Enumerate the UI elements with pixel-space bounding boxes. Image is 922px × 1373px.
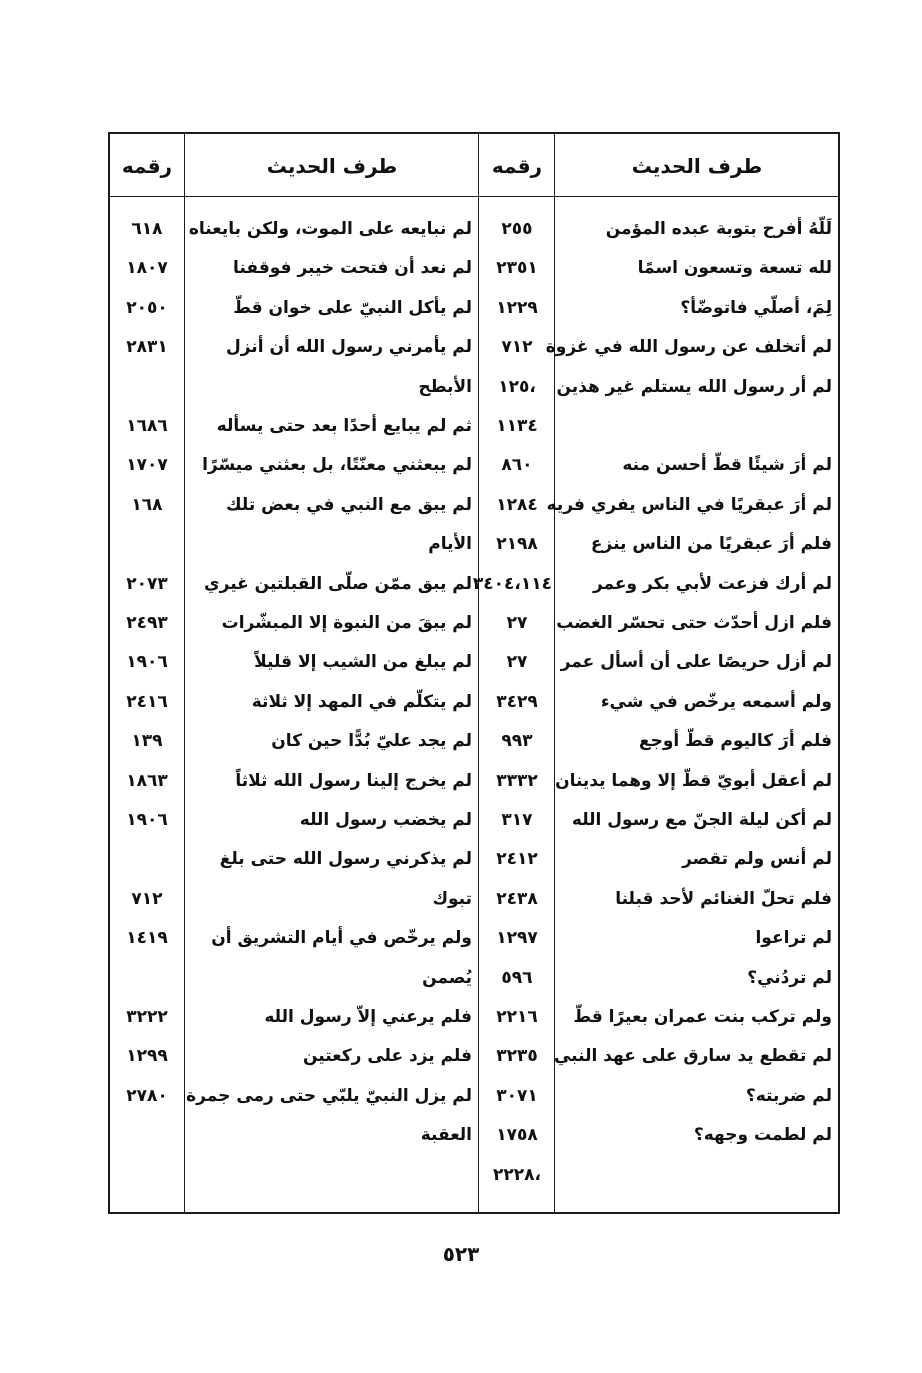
- header-left-text: طرف الحديث: [266, 154, 398, 178]
- right-entry-text: لله تسعة وتسعون اسمًا: [637, 258, 832, 279]
- left-entry-text: لم يبعثني معنّتًا، بل بعثني ميسّرًا: [202, 455, 472, 476]
- right-entry-number: ١٢٢٩: [496, 297, 538, 318]
- right-entry-number: ٢٤١٢: [496, 849, 538, 870]
- right-entry-text: لم أر رسول الله يستلم غير هذين: [556, 376, 832, 397]
- left-entry-text: فلم يزد على ركعتين: [302, 1046, 472, 1067]
- right-entry-number: ٥٩٦: [501, 967, 533, 988]
- header-right-num: رقمه: [491, 154, 543, 178]
- left-entry-text: لم يتكلّم في المهد إلا ثلاثة: [251, 691, 472, 712]
- left-entry-text: لم يبقَ من النبوة إلا المبشّرات: [221, 613, 472, 633]
- right-entry-number: ،١٢٥: [498, 376, 536, 397]
- header-divider: [110, 196, 838, 197]
- right-entry-text: لم أزل حريصًا على أن أسأل عمر: [560, 652, 832, 673]
- left-entry-text: لم نعد أن فتحت خيبر فوقفنا: [233, 258, 472, 279]
- left-entry-text: لم يجد عليّ بُدًّا حين كان: [271, 731, 472, 752]
- left-entry-number: ٢٤٩٣: [126, 613, 168, 633]
- right-entry-number: ٣٢٣٥: [496, 1046, 538, 1067]
- left-entry-number: ٢٤١٦: [126, 691, 168, 712]
- right-entry-text: لم لطمت وجهه؟: [693, 1125, 832, 1146]
- index-table: [108, 132, 840, 1214]
- right-entry-text: فلم أرَ عبقريًا من الناس ينزع: [590, 534, 832, 555]
- right-entry-text: لم تردُني؟: [747, 967, 832, 988]
- left-entry-number: ١٧٠٧: [126, 455, 168, 476]
- right-entry-text: [560, 1156, 832, 1194]
- left-entry-number: ١٨٠٧: [126, 258, 168, 279]
- left-entry-text: العقبة: [420, 1125, 472, 1146]
- right-entry-text: لَلّهُ أفرح بتوبة عبده المؤمن: [605, 219, 832, 239]
- left-entry-number: [112, 840, 182, 878]
- left-entry-number: ٦١٨: [131, 219, 163, 239]
- left-entry-text: لم يأكل النبيّ على خوان قطّ: [233, 297, 472, 318]
- left-entry-number: [112, 525, 182, 563]
- right-entry-number: ١٢٨٤: [496, 494, 538, 515]
- right-entry-number: ٢١٩٨: [496, 534, 538, 555]
- right-entry-number: ٣١٧: [501, 810, 533, 830]
- right-entry-text: ولم أسمعه يرخّص في شيء: [600, 691, 832, 712]
- page-number: ٥٢٣: [442, 1242, 480, 1266]
- left-entry-text: تبوك: [432, 888, 472, 909]
- left-entry-number: ٢٠٥٠: [126, 297, 168, 318]
- right-entry-text: لم أعقل أبويّ قطّ إلا وهما يدينان: [555, 770, 832, 791]
- left-entry-text: ثم لم يبايع أحدًا بعد حتى يسأله: [216, 416, 472, 436]
- left-entry-number: ١٩٠٦: [126, 652, 168, 673]
- left-entry-number: ١٣٩: [131, 731, 163, 752]
- left-entry-text: ولم يرخّص في أيام التشريق أن: [211, 928, 472, 949]
- left-entry-number: ١٦٨: [131, 494, 163, 515]
- left-entry-text: لم يذكرني رسول الله حتى بلغ: [219, 849, 472, 870]
- left-entry-number: [112, 959, 182, 997]
- left-entry-number: ٧١٢: [131, 888, 163, 909]
- left-entry-text: لم يبق ممّن صلّى القبلتين غيري: [204, 573, 472, 594]
- right-entry-text: [560, 407, 832, 445]
- right-entry-number: ١٧٥٨: [496, 1125, 538, 1146]
- column-divider: [478, 134, 479, 1212]
- left-entry-number: ٢٧٨٠: [126, 1085, 168, 1106]
- right-entry-number: ،٢٢٢٨: [493, 1164, 541, 1185]
- right-entry-number: ٢٧: [506, 652, 528, 673]
- left-entry-text: الأيام: [428, 534, 472, 555]
- right-entry-text: فلم أرَ كاليوم قطّ أوجع: [639, 731, 832, 752]
- right-entry-text: لِمَ، أصلّي فاتوضّأ؟: [680, 297, 832, 318]
- right-entry-text: لم ضربته؟: [745, 1085, 832, 1106]
- left-entry-number: ١٦٨٦: [126, 416, 168, 436]
- left-entry-number: ١٤١٩: [126, 928, 168, 949]
- right-entry-text: لم أرَ عبقريًا في الناس يفري فريه: [546, 494, 832, 515]
- left-entry-number: ١٨٦٣: [126, 770, 168, 791]
- left-entry-number: ٣٢٢٢: [126, 1007, 168, 1027]
- right-entry-text: لم تراعوا: [755, 928, 832, 949]
- left-entry-number: ١٩٠٦: [126, 810, 168, 830]
- right-entry-text: لم أرَ شيئًا قطّ أحسن منه: [622, 455, 832, 476]
- left-entry-number: ٢٨٣١: [126, 337, 168, 358]
- right-entry-text: لم أنس ولم تقصر: [682, 849, 832, 870]
- left-entry-text: لم يزل النبيّ يلبّي حتى رمى جمرة: [186, 1085, 472, 1106]
- right-entry-text: لم أرك فزعت لأبي بكر وعمر: [592, 573, 832, 594]
- right-entry-number: ٣٤٢٩: [496, 691, 538, 712]
- left-entry-text: لم يخضب رسول الله: [299, 810, 472, 830]
- right-entry-text: لم تقطع يد سارق على عهد النبي: [553, 1046, 832, 1067]
- right-entry-number: ٢٤٣٨: [496, 888, 538, 909]
- left-entry-text: لم يبق مع النبي في بعض تلك: [226, 494, 472, 515]
- left-entry-number: [112, 368, 182, 406]
- column-divider: [184, 134, 185, 1212]
- left-entry-text: لم يبلغ من الشيب إلا قليلاً: [254, 652, 472, 673]
- right-entry-text: لم أتخلف عن رسول الله في غزوة: [545, 337, 832, 358]
- left-entry-text: لم نبايعه على الموت، ولكن بايعناه: [188, 219, 472, 239]
- right-entry-number: ٩٩٣: [501, 731, 533, 752]
- right-entry-number: ٢٧: [506, 613, 528, 633]
- right-entry-text: فلم ازل أحدّث حتى تحسّر الغضب: [556, 613, 832, 633]
- right-entry-text: لم أكن ليلة الجنّ مع رسول الله: [571, 810, 832, 830]
- right-entry-number: ١٢٩٧: [496, 928, 538, 949]
- left-entry-text: فلم يرعني إلاّ رسول الله: [264, 1007, 472, 1027]
- right-entry-number: ٢٢١٦: [496, 1007, 538, 1027]
- right-entry-text: فلم تحلّ الغنائم لأحد قبلنا: [615, 888, 832, 909]
- left-entry-text: لم يخرج إلينا رسول الله ثلاثاً: [235, 770, 472, 791]
- right-entry-number: ٣٤٠٤،١١٤: [472, 573, 552, 594]
- left-entry-number: ١٢٩٩: [126, 1046, 168, 1067]
- left-entry-text: الأبطح: [418, 376, 472, 397]
- right-entry-number: ٨٦٠: [501, 455, 533, 476]
- header-right-text: طرف الحديث: [631, 154, 763, 178]
- left-entry-number: ٢٠٧٣: [126, 573, 168, 594]
- left-entry-number: [112, 1116, 182, 1154]
- right-entry-number: ٣٠٧١: [496, 1085, 538, 1106]
- right-entry-text: ولم تركب بنت عمران بعيرًا قطّ: [573, 1007, 832, 1027]
- right-entry-number: ١١٣٤: [496, 416, 538, 436]
- right-entry-number: ٢٥٥: [501, 219, 533, 239]
- right-entry-number: ٣٣٣٢: [496, 770, 538, 791]
- right-entry-number: ٢٣٥١: [496, 258, 538, 279]
- header-left-num: رقمه: [121, 154, 173, 178]
- right-entry-number: ٧١٢: [501, 337, 533, 358]
- left-entry-text: لم يأمرني رسول الله أن أنزل: [225, 337, 472, 358]
- left-entry-text: يُصمن: [422, 967, 472, 988]
